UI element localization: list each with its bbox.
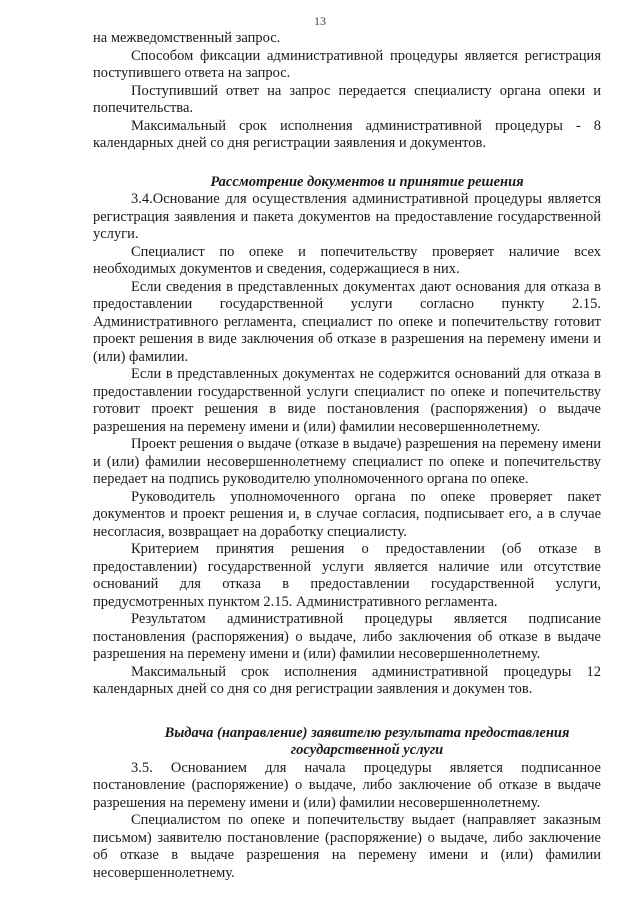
intro-paragraph: Максимальный срок исполнения административной процедуры - 8 календарных дней со дня регистрации заявления и документов. [93,117,601,151]
section-heading-issue [93,725,601,760]
intro-paragraph: на межведомственный запрос. [93,30,281,46]
section-heading-issue-line1: Выдача (направление) заявителю результата предоставления [164,724,570,741]
review-paragraph: Специалист по опеке и попечительству проверяет наличие всех необходимых документов и сведения, содержащиеся в них. [93,243,601,277]
intro-paragraph: Способом фиксации административной процедуры является регистрация поступившего ответа на запрос. [93,47,601,81]
review-paragraph: Если в представленных документах не содержится оснований для отказа в предоставлении государственной услуги специалист по опеке и попечительству готовит проект решения в виде постановления (распоряжения) о выдаче разрешения на перемену имени и (или) фамилии несовершеннолетнему. [93,366,601,435]
review-paragraph: Руководитель уполномоченного органа по опеке проверяет пакет документов и проект решения и, в случае согласия, подписывает его, а в случае несогласия, возвращает на доработку специалисту. [93,488,601,540]
page-number: 13 [314,14,326,28]
issue-paragraph: Специалистом по опеке и попечительству выдает (направляет заказным письмом) заявителю постановление (распоряжение) о выдаче, либо заключение об отказе в выдаче разрешения на перемену имени и (или) фамилии несовершеннолетнему. [93,812,601,881]
issue-paragraph: 3.5. Основанием для начала процедуры является подписанное постановление (распоряжение) о выдаче, либо заключение об отказе в выдаче разрешения на перемену имени и (или) фамилии несовершеннолетнему. [93,759,601,811]
review-paragraph: Проект решения о выдаче (отказе в выдаче) разрешения на перемену имени и (или) фамилии несовершеннолетнему специалист по опеке и попечительству передает на подпись руководителю уполномоченного органа по опеке. [93,436,601,487]
section-heading-review: Рассмотрение документов и принятие решения [210,173,524,190]
review-paragraph: Максимальный срок исполнения административной процедуры 12 календарных дней со дня со дня регистрации заявления и докумен тов. [93,663,601,697]
intro-paragraph: Поступивший ответ на запрос передается специалисту органа опеки и попечительства. [93,82,601,116]
review-paragraph: 3.4.Основание для осуществления административной процедуры является регистрация заявления и пакета документов на предоставление государственной услуги. [93,191,601,242]
review-paragraph: Критерием принятия решения о предоставлении (об отказе в предоставлении) государственной услуги является наличие или отсутствие оснований для отказа в предоставлении государственной услуги, предусмотренных пунктом 2.15. Административного регламента. [93,541,601,610]
document-body [93,30,601,882]
review-paragraph: Если сведения в представленных документах дают основания для отказа в предоставлении государственной услуги согласно пункту 2.15. Административного регламента, специалист по опеке и попечительству готовит проект решения в виде заключения об отказе в разрешения на перемену имени и (или) фамилии. [93,278,601,365]
review-paragraph: Результатом административной процедуры является подписание постановления (распоряжения) о выдаче, либо заключения об отказе в выдаче разрешения на перемену имени и (или) фамилии несовершеннолетнему. [93,611,601,662]
section-heading-issue-line2: государственной услуги [290,742,444,758]
